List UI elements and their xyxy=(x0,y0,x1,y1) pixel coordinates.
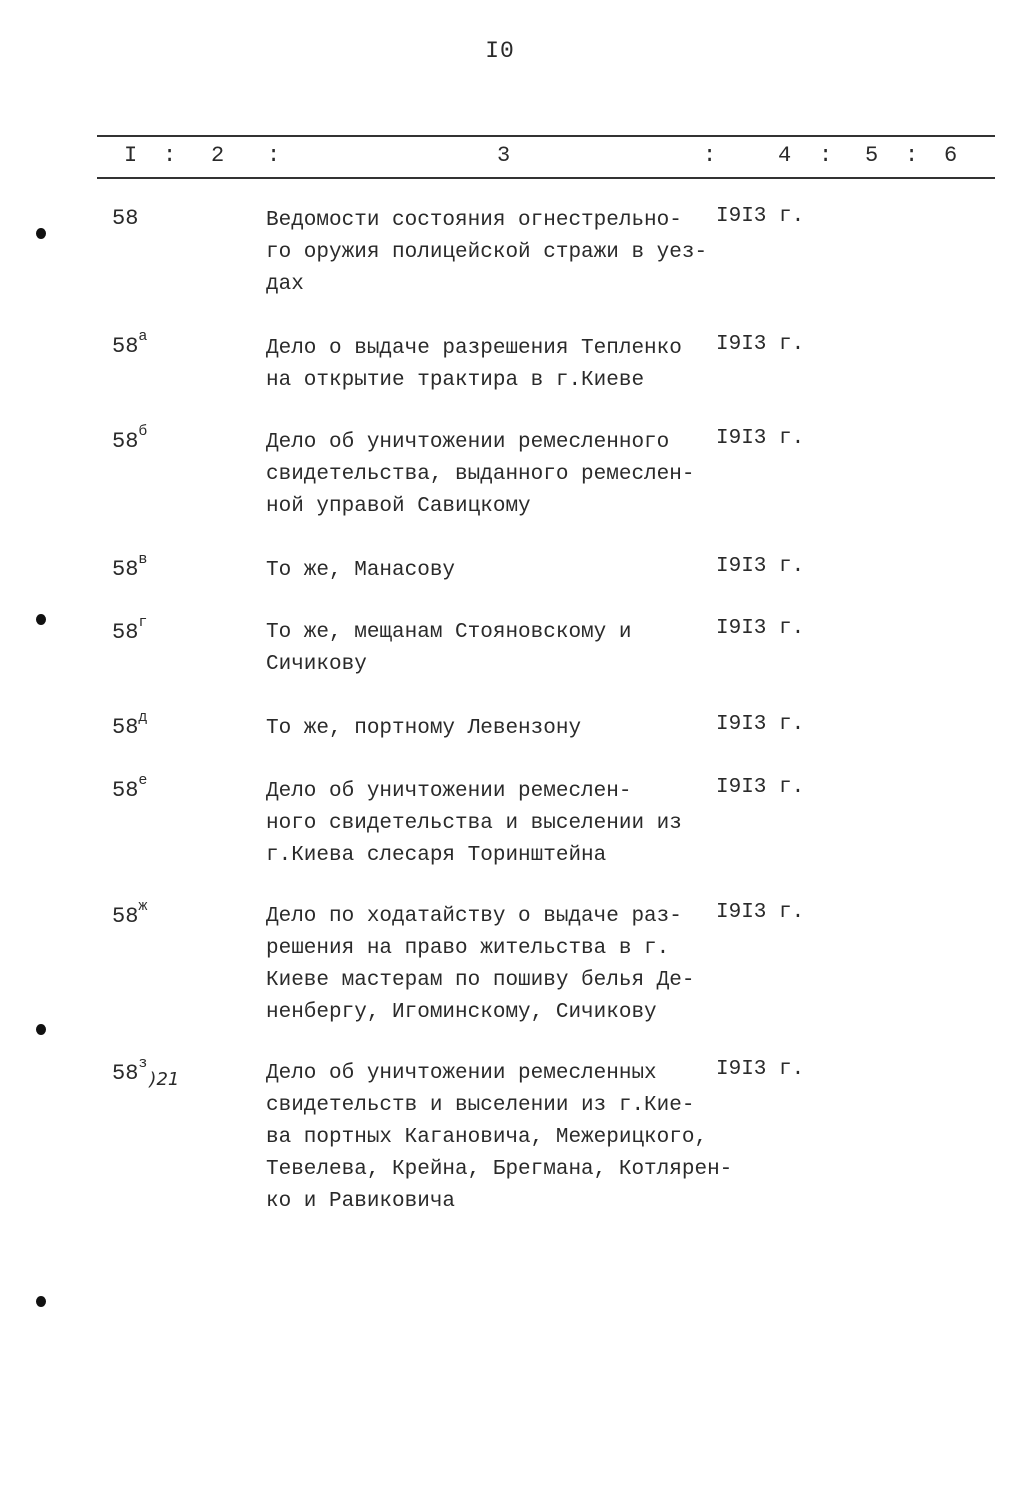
entry-number: 58 xyxy=(112,206,139,231)
entry-number: $58^б$ xyxy=(112,423,148,454)
column-separator: : xyxy=(267,143,281,168)
entry-description: То же, мещанам Стояновскому и Сичикову xyxy=(266,621,632,676)
entry-number-suffix: б xyxy=(138,423,148,440)
entry-number: $58^а$ xyxy=(112,328,148,359)
entry-year: I9I3 г. xyxy=(716,1058,805,1081)
column-separator: : xyxy=(819,143,833,168)
entry-number: $58^в$ xyxy=(112,551,148,582)
entry-description: Дело об уничтожении ремеслен- ного свидетельства и выселении из г.Киева слесаря Торинштейна xyxy=(266,780,682,867)
entry-year: I9I3 г. xyxy=(716,713,805,736)
entry-number: $58^г$ xyxy=(112,614,148,645)
entry-year: I9I3 г. xyxy=(716,333,805,356)
column-header-1: I xyxy=(124,143,138,168)
column-header-3: 3 xyxy=(497,143,511,168)
entry-number: $58^ж$ xyxy=(112,898,148,929)
entry-year: I9I3 г. xyxy=(716,776,805,799)
entry-number-suffix: д xyxy=(138,709,148,726)
table-top-rule xyxy=(97,135,995,137)
column-separator: : xyxy=(163,143,177,168)
column-header-2: 2 xyxy=(211,143,225,168)
punch-hole xyxy=(36,1024,46,1035)
entry-number-suffix: г xyxy=(138,614,148,631)
column-header-6: 6 xyxy=(944,143,958,168)
entry-description: Дело по ходатайству о выдаче раз- решения на право жительства в г. Киеве мастерам по пошиву белья Де- ненбергу, Игоминскому, Сичикову xyxy=(266,905,695,1024)
entry-number: $58^е$ xyxy=(112,772,148,803)
column-header-4: 4 xyxy=(778,143,792,168)
page-number: I0 xyxy=(485,38,515,64)
column-separator: : xyxy=(905,143,919,168)
entry-number: $58^з_{)21}$ xyxy=(112,1055,180,1090)
handwritten-annotation: )21 xyxy=(149,1069,180,1090)
entry-year: I9I3 г. xyxy=(716,901,805,924)
entry-number-suffix: з xyxy=(138,1055,148,1072)
entry-year: I9I3 г. xyxy=(716,205,805,228)
column-header-5: 5 xyxy=(865,143,879,168)
entry-description: То же, портному Левензону xyxy=(266,717,582,740)
column-separator: : xyxy=(703,143,717,168)
punch-hole xyxy=(36,1296,46,1307)
entry-description: То же, Манасову xyxy=(266,559,456,582)
entry-number-suffix: ж xyxy=(138,898,148,915)
entry-description: Дело об уничтожении ремесленных свидетельств и выселении из г.Кие- ва портных Кагановича, Межерицкого, Тевелева, Крейна, Брегмана, Котлярен- ко и Равиковича xyxy=(266,1062,733,1213)
entry-number: $58^д$ xyxy=(112,709,148,740)
entry-year: I9I3 г. xyxy=(716,617,805,640)
punch-hole xyxy=(36,228,46,239)
punch-hole xyxy=(36,614,46,625)
entry-number-suffix: е xyxy=(138,772,148,789)
entry-number-suffix: в xyxy=(138,551,148,568)
table-bottom-rule xyxy=(97,177,995,179)
entry-number-suffix: а xyxy=(138,328,148,345)
entry-year: I9I3 г. xyxy=(716,427,805,450)
entry-description: Ведомости состояния огнестрельно- го оружия полицейской стражи в уез- дах xyxy=(266,209,708,296)
entry-description: Дело об уничтожении ремесленного свидетельства, выданного ремеслен- ной управой Савицкому xyxy=(266,431,695,518)
entry-description: Дело о выдаче разрешения Тепленко на открытие трактира в г.Киеве xyxy=(266,337,682,392)
entry-year: I9I3 г. xyxy=(716,555,805,578)
